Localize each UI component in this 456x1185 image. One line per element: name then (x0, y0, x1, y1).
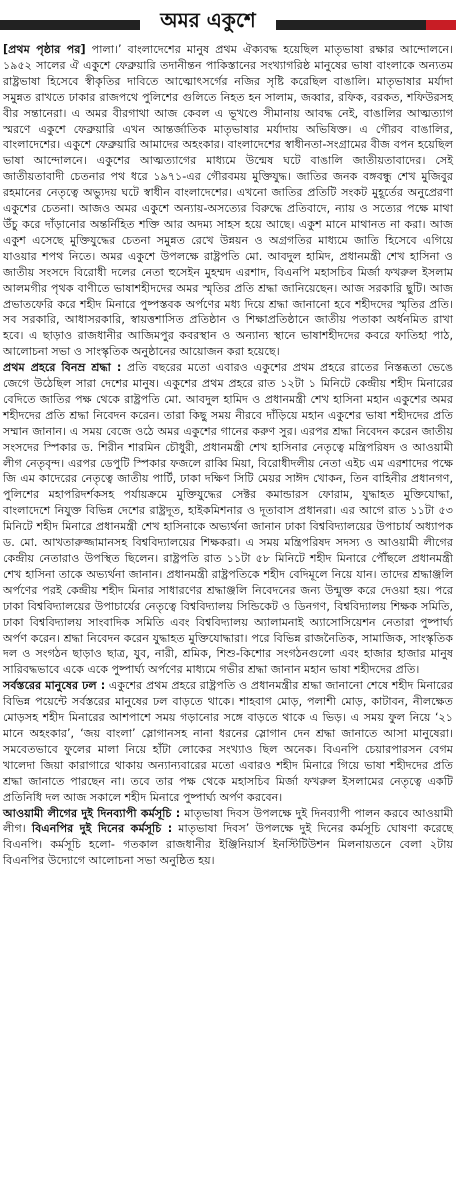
continuation-marker: [প্রথম পৃষ্ঠার পর] (3, 43, 86, 56)
article-body (0, 40, 456, 869)
paragraph-intro (3, 42, 453, 360)
header-accent (426, 20, 456, 30)
paragraph-text: মাতৃভাষা দিবস উপলক্ষে দুই দিনব্যাপী পালন করবে আওয়ামী লীগ। (3, 806, 453, 836)
paragraph-text: পালা।’ বাংলাদেশের মানুষ প্রথম ঐক্যবদ্ধ হয়েছিল মাতৃভাষা রক্ষার আন্দোলনে। ১৯৫২ সালের ঐ একুশে ফেব্রুয়ারি তদানীন্তন পাকিস্তানের সংখ্যাগরিষ্ঠ মানুষের ভাষা বাংলাকে অন্যতম রাষ্ট্রভাষা হিসেবে স্বীকৃতির দাবিতে আত্মোৎসর্গের নজির সৃষ্টি করেছিল বাঙালি। মাতৃভাষার মর্যাদা সমুন্নত রাখতে ঢাকার রাজপথে পুলিশের গুলিতে নিহত হন সালাম, জব্বার, রফিক, বরকত, শফিউরসহ বীর সন্তানেরা। এ অমর বীরগাথা আজ কেবল এ ভূখণ্ডে সীমানায় আবদ্ধ নেই, বাঙালির আত্মত্যাগ স্মরণে একুশে ফেব্রুয়ারি এখন আন্তর্জাতিক মাতৃভাষার মর্যাদায় অভিষিক্ত। এ গৌরব বাঙালির, বাংলাদেশের। একুশে ফেব্রুয়ারি আমাদের অহংকার। বাংলাদেশের স্বাধীনতা-সংগ্রামের বীজ বপন হয়েছিল ভাষা আন্দোলনে। একুশের আত্মত্যাগের মাধ্যমে উন্মেষ ঘটে বাঙালি জাতীয়তাবাদের। সেই জাতীয়তাবাদী চেতনার পথ ধরে ১৯৭১-এর গৌরবময় মুক্তিযুদ্ধ। জাতির জনক বঙ্গবন্ধু শেখ মুজিবুর রহমানের নেতৃত্বে অভ্যুদয় ঘটে স্বাধীন বাংলাদেশের। এখনো জাতির প্রতিটি সংকট মুহূর্তের অনুপ্রেরণা একুশের চেতনা। আজও অমর একুশে অন্যায়-অসত্যের বিরুদ্ধে প্রতিবাদে, ন্যায় ও সত্যের পক্ষে মাথা উঁচু করে দাঁড়ানোর অন্তর্নিহিত শক্তি আর অদম্য সাহস হয়ে আছে। একুশ মানে মাথানত না করা। আজ একুশ এসেছে মুক্তিযুদ্ধের চেতনা সমুন্নত রেখে উন্নয়ন ও অগ্রগতির মাধ্যমে জাতি হিসেবে এগিয়ে যাওয়ার শপথ নিতে। অমর একুশে উপলক্ষে রাষ্ট্রপতি মো. আবদুল হামিদ, প্রধানমন্ত্রী শেখ হাসিনা ও জাতীয় সংসদে বিরোধী দলের নেতা হুসেইন মুহম্মদ এরশাদ, বিএনপি মহাসচিব মির্জা ফখরুল ইসলাম আলমগীর পৃথক বাণীতে ভাষাশহীদদের অমর স্মৃতির প্রতি শ্রদ্ধা জানিয়েছেন। আজ সরকারি ছুটি। আজ প্রভাতফেরি করে শহীদ মিনারে পুষ্পস্তবক অর্পণের মধ্য দিয়ে শ্রদ্ধা জানানো হবে শহীদদের স্মৃতির প্রতি। সব সরকারি, আধাসরকারি, স্বায়ত্তশাসিত প্রতিষ্ঠান ও শিক্ষাপ্রতিষ্ঠানে জাতীয় পতাকা অর্ধনমিত রাখা হবে। এ ছাড়াও রাজধানীর আজিমপুর কবরস্থান ও অন্যান্য স্থানে ভাষাশহীদদের কবরে ফাতিহা পাঠ, আলোচনা সভা ও সাংস্কৃতিক অনুষ্ঠানের আয়োজন করা হয়েছে। (3, 43, 453, 359)
page-title: অমর একুশে (160, 8, 256, 32)
subheading: প্রথম প্রহরে বিনম্র শ্রদ্ধা : (3, 361, 122, 375)
paragraph-al-program (3, 806, 453, 870)
paragraph-text: মাতৃভাষা দিবস’ উপলক্ষে দুই দিনের কর্মসূচি ঘোষণা করেছে বিএনপি। কর্মসূচি হলো- গতকাল রাজধানীর ইঞ্জিনিয়ার্স ইনস্টিটিউশন মিলনায়তনে বেলা ২টায় বিএনপির উদ্যোগে আলোচনা সভা অনুষ্ঠিত হয়। (3, 822, 454, 868)
subheading: আওয়ামী লীগের দুই দিনব্যাপী কর্মসূচি : (3, 806, 181, 820)
article-header (0, 0, 456, 40)
paragraph-text: প্রতি বছরের মতো এবারও একুশের প্রথম প্রহরে রাতের নিস্তব্ধতা ভেঙে জেগে উঠেছিল সারা দেশের মানুষ। একুশের প্রথম প্রহরে রাত ১২টা ১ মিনিটে কেন্দ্রীয় শহীদ মিনারের বেদিতে জাতির পক্ষ থেকে রাষ্ট্রপতি মো. আবদুল হামিদ ও প্রধানমন্ত্রী শেখ হাসিনা মহান একুশের অমর শহীদদের প্রতি শ্রদ্ধা নিবেদন করেন। তারা কিছু সময় নীরবে দাঁড়িয়ে মহান একুশের ভাষা শহীদদের প্রতি সম্মান জানান। এ সময় বেজে ওঠে অমর একুশের গানের করুণ সুর। এরপর শ্রদ্ধা নিবেদন করেন জাতীয় সংসদের স্পিকার ড. শিরীন শারমিন চৌধুরী, প্রধানমন্ত্রী শেখ হাসিনার নেতৃত্বে মন্ত্রিপরিষদ ও আওয়ামী লীগ নেতৃবৃন্দ। এরপর ডেপুটি স্পিকার ফজলে রাব্বি মিয়া, বিরোধীদলীয় নেতা এইচ এম এরশাদের পক্ষে জি এম কাদেরের নেতৃত্বে জাতীয় পার্টি, ঢাকা দক্ষিণ সিটি মেয়র সাঈদ খোকন, তিন বাহিনীর প্রধানগণ, পুলিশের মহাপরিদর্শকসহ পর্যায়ক্রমে মুক্তিযুদ্ধের সেক্টর কমান্ডারস ফোরাম, যুদ্ধাহত মুক্তিযোদ্ধা, বাংলাদেশে নিযুক্ত বিভিন্ন দেশের রাষ্ট্রদূত, হাইকমিশনার ও দূতাবাস প্রধানরা। এর আগে রাত ১১টা ৫৩ মিনিটে শহীদ মিনারে প্রধানমন্ত্রী শেখ হাসিনাকে অভ্যর্থনা জানান ঢাকা বিশ্ববিদ্যালয়ের উপাচার্য অধ্যাপক ড. মো. আখতারুজ্জামানসহ বিশ্ববিদ্যালয়ের শিক্ষকরা। এ সময় মন্ত্রিপরিষদ সদস্য ও আওয়ামী লীগের কেন্দ্রীয় নেতারাও উপস্থিত ছিলেন। রাষ্ট্রপতি রাত ১১টা ৫৮ মিনিটে শহীদ মিনারে পৌঁছলে প্রধানমন্ত্রী শেখ হাসিনা তাকে অভ্যর্থনা জানান। প্রধানমন্ত্রী রাষ্ট্রপতিকে শহীদ বেদিমূলে নিয়ে যান। তাদের শ্রদ্ধাঞ্জলি অর্পণের পরই কেন্দ্রীয় শহীদ মিনার সাধারণের শ্রদ্ধাঞ্জলি নিবেদনের জন্য উন্মুক্ত করে দেওয়া হয়। পরে ঢাকা বিশ্ববিদ্যালয়ের উপাচার্যের নেতৃত্বে বিশ্ববিদ্যালয় সিন্ডিকেট ও ডিনগণ, বিশ্ববিদ্যালয় শিক্ষক সমিতি, ঢাকা বিশ্ববিদ্যালয় সাংবাদিক সমিতি এবং বিশ্ববিদ্যালয় অ্যালামনাই অ্যাসোসিয়েশন নেতারা পুষ্পার্ঘ্য অর্পণ করেন। শ্রদ্ধা নিবেদন করেন যুদ্ধাহত মুক্তিযোদ্ধারা। পরে বিভিন্ন রাজনৈতিক, সামাজিক, সাংস্কৃতিক দল ও সংগঠন ছাড়াও ছাত্র, যুব, নারী, শ্রমিক, শিশু-কিশোর সংগঠনগুলো এবং হাজার হাজার মানুষ সারিবদ্ধভাবে একে একে পুষ্পার্ঘ্য অর্পণের মাধ্যমে গভীর শ্রদ্ধা জানান মহান ভাষা শহীদদের প্রতি। (3, 361, 453, 677)
paragraph-text: একুশের প্রথম প্রহরে রাষ্ট্রপতি ও প্রধানমন্ত্রীর শ্রদ্ধা জানানো শেষে শহীদ মিনারের বিভিন্ন পয়েন্টে সর্বস্তরের মানুষের ঢল বাড়তে থাকে। শাহবাগ মোড়, পলাশী মোড়, কাটাবন, নীলক্ষেত মোড়সহ শহীদ মিনারের আশপাশে সময় গড়ানোর সঙ্গে বাড়তে থাকে এ ভিড়। এ সময় ফুল নিয়ে ‘২১ মানে অহংকার’, ‘জয় বাংলা’ স্লোগানসহ নানা ধরনের স্লোগান দেন শ্রদ্ধা জানাতে আসা মানুষেরা। সমবেতভাবে ফুলের মালা নিয়ে হাঁটা লোকের সংখ্যাও ছিল অনেক। বিএনপি চেয়ারপারসন বেগম খালেদা জিয়া কারাগারে থাকায় অন্যান্যবারের মতো এবারও শহীদ মিনারে গিয়ে ভাষা শহীদদের প্রতি শ্রদ্ধা জানাতে পারছেন না। তবে তার পক্ষ থেকে মহাসচিব মির্জা ফখরুল ইসলামের নেতৃত্বে একটি প্রতিনিধি দল আজ সকালে শহীদ মিনারে পুষ্পার্ঘ্য অর্পণ করবেন। (3, 679, 454, 804)
paragraph-crowd (3, 678, 453, 805)
paragraph-first-hour-tribute (3, 360, 453, 678)
subheading: সর্বস্তরের মানুষের ঢল : (3, 679, 106, 693)
subheading: বিএনপির দুই দিনের কর্মসূচি : (31, 822, 173, 836)
header-rule-left (0, 20, 140, 30)
